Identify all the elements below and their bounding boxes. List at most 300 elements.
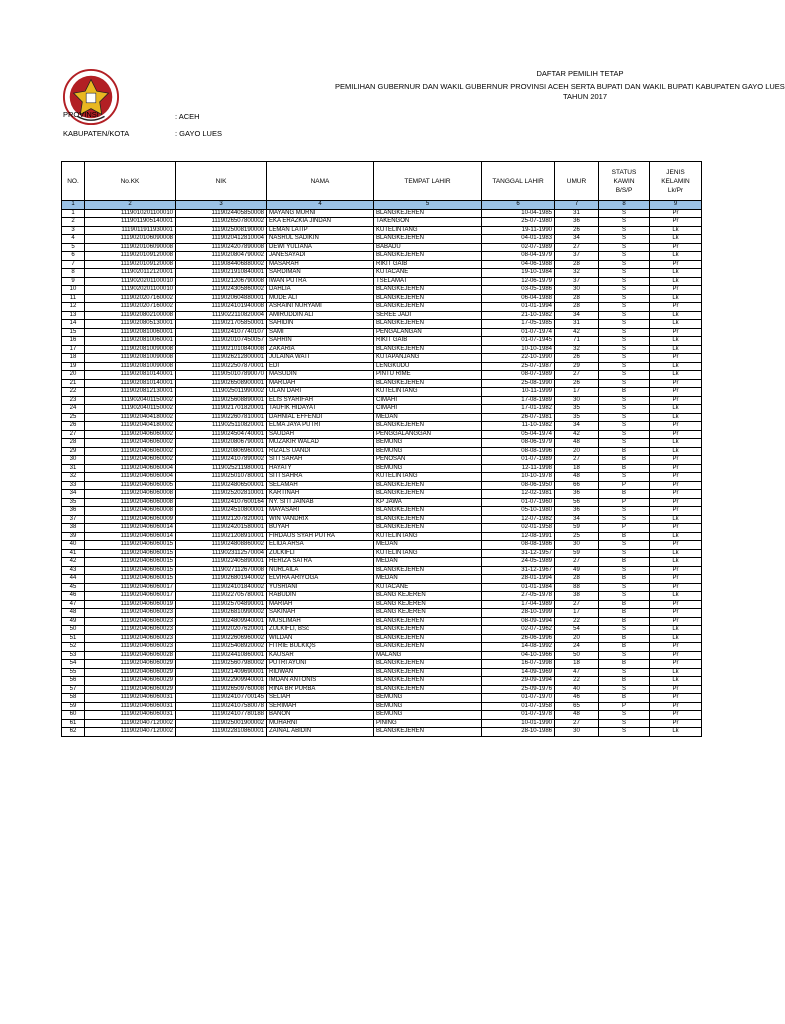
cell-no-kk: 1119020406060015 <box>85 541 176 550</box>
cell-jenis-kelamin: Pr <box>650 396 702 405</box>
cell-no-kk: 1119020106090008 <box>85 235 176 244</box>
cell-no: 50 <box>62 626 85 635</box>
cell-tanggal-lahir: 01-07-1960 <box>482 498 555 507</box>
table-row <box>62 252 702 261</box>
table-row <box>62 243 702 252</box>
cell-tanggal-lahir: 21-10-1982 <box>482 311 555 320</box>
cell-jenis-kelamin: Lk <box>650 549 702 558</box>
cell-no-kk: 1119020406060017 <box>85 592 176 601</box>
cell-tanggal-lahir: 14-09-1969 <box>482 668 555 677</box>
cell-no: 25 <box>62 413 85 422</box>
cell-tanggal-lahir: 01-07-1978 <box>482 711 555 720</box>
cell-tempat-lahir: SEREE JADI <box>374 311 482 320</box>
cell-tanggal-lahir: 25-07-1980 <box>482 218 555 227</box>
cell-nama: EKA ERAZKIA JINDAN <box>267 218 374 227</box>
cell-nik: 1119024504740001 <box>176 430 267 439</box>
cell-umur: 34 <box>555 422 599 431</box>
cell-no: 58 <box>62 694 85 703</box>
cell-tempat-lahir: BLANGKEJEREN <box>374 252 482 261</box>
table-row <box>62 277 702 286</box>
cell-tempat-lahir: MEDAN <box>374 575 482 584</box>
cell-tanggal-lahir: 10-11-1999 <box>482 388 555 397</box>
cell-nama: KAUSAR <box>267 651 374 660</box>
column-number: 2 <box>85 201 176 210</box>
cell-nama: MUDE ALI <box>267 294 374 303</box>
column-number: 7 <box>555 201 599 210</box>
table-row <box>62 328 702 337</box>
cell-tanggal-lahir: 05-10-1980 <box>482 507 555 516</box>
table-row <box>62 600 702 609</box>
cell-no-kk: 1119010201100010 <box>85 209 176 218</box>
cell-no: 31 <box>62 464 85 473</box>
cell-jenis-kelamin: Pr <box>650 260 702 269</box>
cell-no-kk: 1119020404180002 <box>85 422 176 431</box>
cell-tempat-lahir: BLANGKEJEREN <box>374 303 482 312</box>
cell-status-kawin: S <box>599 260 650 269</box>
cell-no-kk: 1119020406060015 <box>85 558 176 567</box>
cell-nik: 1119024806500001 <box>176 481 267 490</box>
cell-tanggal-lahir: 01-07-1958 <box>482 702 555 711</box>
cell-tempat-lahir: BLANGKEJEREN <box>374 481 482 490</box>
cell-tempat-lahir: KUTACANE <box>374 583 482 592</box>
cell-status-kawin: B <box>599 600 650 609</box>
cell-no-kk: 1119020406060029 <box>85 660 176 669</box>
cell-nama: MAYANG MURNI <box>267 209 374 218</box>
column-number: 9 <box>650 201 702 210</box>
col-header-status-kawin <box>599 162 650 201</box>
cell-tanggal-lahir: 06-04-1988 <box>482 294 555 303</box>
column-number: 6 <box>482 201 555 210</box>
cell-jenis-kelamin: Pr <box>650 541 702 550</box>
cell-tempat-lahir: BLANGKEJEREN <box>374 728 482 737</box>
column-number: 5 <box>374 201 482 210</box>
cell-nik: 1119024107890002 <box>176 456 267 465</box>
cell-tempat-lahir: BLANG KEJEREN <box>374 600 482 609</box>
cell-umur: 27 <box>555 371 599 380</box>
cell-nama: DEWI YULIANA <box>267 243 374 252</box>
cell-status-kawin: S <box>599 626 650 635</box>
cell-tempat-lahir: BLANGKEJEREN <box>374 660 482 669</box>
cell-nik: 1119025607980002 <box>176 660 267 669</box>
cell-status-kawin: S <box>599 243 650 252</box>
cell-jenis-kelamin: Pr <box>650 430 702 439</box>
cell-nama: ELMA JAYA PUTRI <box>267 422 374 431</box>
cell-nama: NASRUL SADIKIN <box>267 235 374 244</box>
cell-no-kk: 1119020404180002 <box>85 413 176 422</box>
col-header-tempat-lahir: TEMPAT LAHIR <box>374 162 482 201</box>
cell-nama: MARIAH <box>267 600 374 609</box>
cell-no-kk: 1119020406060004 <box>85 473 176 482</box>
cell-tempat-lahir: PINTU RIME <box>374 371 482 380</box>
cell-status-kawin: S <box>599 651 650 660</box>
cell-tanggal-lahir: 19-10-1984 <box>482 269 555 278</box>
cell-umur: 17 <box>555 609 599 618</box>
cell-status-kawin: P <box>599 498 650 507</box>
cell-umur: 36 <box>555 507 599 516</box>
cell-tempat-lahir: BLANGKEJEREN <box>374 235 482 244</box>
cell-status-kawin: B <box>599 609 650 618</box>
table-row <box>62 354 702 363</box>
cell-no-kk: 1119011905140001 <box>85 218 176 227</box>
cell-no: 33 <box>62 481 85 490</box>
cell-status-kawin: B <box>599 660 650 669</box>
table-row <box>62 668 702 677</box>
table-row <box>62 413 702 422</box>
cell-no: 7 <box>62 260 85 269</box>
cell-status-kawin: S <box>599 668 650 677</box>
table-row <box>62 626 702 635</box>
cell-umur: 26 <box>555 226 599 235</box>
cell-tempat-lahir: KP JAWA <box>374 498 482 507</box>
cell-status-kawin: S <box>599 515 650 524</box>
cell-status-kawin: B <box>599 388 650 397</box>
jenis-kelamin-line3: Lk/Pr <box>667 186 684 194</box>
cell-tempat-lahir: BLANG KEJEREN <box>374 592 482 601</box>
cell-no-kk: 1119020406060004 <box>85 464 176 473</box>
table-row <box>62 320 702 329</box>
cell-status-kawin: S <box>599 337 650 346</box>
cell-umur: 50 <box>555 651 599 660</box>
cell-tanggal-lahir: 10-01-1990 <box>482 719 555 728</box>
table-row <box>62 660 702 669</box>
col-header-tanggal-lahir: TANGGAL LAHIR <box>482 162 555 201</box>
column-number-row <box>62 201 702 210</box>
cell-no: 11 <box>62 294 85 303</box>
document-subtitle: PEMILIHAN GUBERNUR DAN WAKIL GUBERNUR PROVINSI ACEH SERTA BUPATI DAN WAKIL BUPATI KABUPATEN GAYO LUES <box>335 82 785 91</box>
cell-no: 21 <box>62 379 85 388</box>
table-row <box>62 617 702 626</box>
cell-nik: 1119027112670008 <box>176 566 267 575</box>
cell-nama: SITI SARAH <box>267 456 374 465</box>
cell-status-kawin: S <box>599 541 650 550</box>
cell-nama: NY. SITI JAINAB <box>267 498 374 507</box>
cell-nik: 1119024107600164 <box>176 498 267 507</box>
voter-table <box>61 161 702 737</box>
cell-nama: FIRDAUS SYAH PUTRA <box>267 532 374 541</box>
cell-tempat-lahir: BLANG KEJEREN <box>374 609 482 618</box>
cell-umur: 31 <box>555 320 599 329</box>
table-row <box>62 532 702 541</box>
cell-umur: 56 <box>555 498 599 507</box>
cell-umur: 42 <box>555 430 599 439</box>
cell-tempat-lahir: BEMUNG <box>374 439 482 448</box>
cell-jenis-kelamin: Lk <box>650 634 702 643</box>
cell-tanggal-lahir: 08-08-1996 <box>482 447 555 456</box>
cell-umur: 34 <box>555 311 599 320</box>
col-header-umur: UMUR <box>555 162 599 201</box>
cell-nama: HAYATY <box>267 464 374 473</box>
cell-nama: BUYAH <box>267 524 374 533</box>
cell-tempat-lahir: MEDAN <box>374 541 482 550</box>
cell-umur: 26 <box>555 379 599 388</box>
cell-nama: TAUFIK HIDAYAT <box>267 405 374 414</box>
cell-no-kk: 1119020406060031 <box>85 711 176 720</box>
cell-tempat-lahir: BLANGKEJEREN <box>374 345 482 354</box>
cell-status-kawin: B <box>599 617 650 626</box>
cell-status-kawin: P <box>599 481 650 490</box>
table-row <box>62 294 702 303</box>
cell-umur: 30 <box>555 541 599 550</box>
cell-tempat-lahir: BLANGKEJEREN <box>374 507 482 516</box>
cell-status-kawin: S <box>599 728 650 737</box>
cell-umur: 27 <box>555 558 599 567</box>
table-row <box>62 651 702 660</box>
cell-tempat-lahir: RIKIT GAIB <box>374 337 482 346</box>
cell-nama: JULAINA WATI <box>267 354 374 363</box>
cell-nama: SELAMAH <box>267 481 374 490</box>
col-header-no-kk: No.KK <box>85 162 176 201</box>
cell-tanggal-lahir: 28-10-1986 <box>482 728 555 737</box>
cell-umur: 27 <box>555 600 599 609</box>
cell-nik: 1119020207620001 <box>176 626 267 635</box>
cell-jenis-kelamin: Pr <box>650 566 702 575</box>
cell-umur: 49 <box>555 566 599 575</box>
cell-umur: 18 <box>555 464 599 473</box>
cell-tanggal-lahir: 22-10-1990 <box>482 354 555 363</box>
cell-no-kk: 1119020406060014 <box>85 532 176 541</box>
table-row <box>62 507 702 516</box>
cell-tempat-lahir: KUTELINTANG <box>374 473 482 482</box>
table-row <box>62 719 702 728</box>
cell-nik: 1119025408920002 <box>176 643 267 652</box>
cell-tempat-lahir: CIMAHI <box>374 396 482 405</box>
cell-nama: NURLAILA <box>267 566 374 575</box>
cell-nama: ULAN DARI <box>267 388 374 397</box>
cell-no: 15 <box>62 328 85 337</box>
cell-no-kk: 1119020109120008 <box>85 260 176 269</box>
cell-umur: 37 <box>555 277 599 286</box>
cell-tempat-lahir: MEDAN <box>374 413 482 422</box>
cell-status-kawin: S <box>599 328 650 337</box>
cell-no-kk: 1119020406060009 <box>85 515 176 524</box>
cell-no: 17 <box>62 345 85 354</box>
cell-tanggal-lahir: 04-06-1988 <box>482 260 555 269</box>
cell-tanggal-lahir: 05-04-1974 <box>482 430 555 439</box>
cell-no-kk: 1119020406060019 <box>85 600 176 609</box>
cell-nama: SAKINAH <box>267 609 374 618</box>
cell-no-kk: 1119020406060008 <box>85 507 176 516</box>
cell-jenis-kelamin: Pr <box>650 685 702 694</box>
cell-tempat-lahir: MALANG <box>374 651 482 660</box>
table-row <box>62 209 702 218</box>
cell-nik: 1119025608890001 <box>176 396 267 405</box>
cell-tanggal-lahir: 27-05-1978 <box>482 592 555 601</box>
cell-no-kk: 1119020406060023 <box>85 626 176 635</box>
cell-nik: 1119022909940001 <box>176 677 267 686</box>
cell-status-kawin: B <box>599 456 650 465</box>
cell-no: 41 <box>62 549 85 558</box>
cell-no: 38 <box>62 524 85 533</box>
cell-no: 57 <box>62 685 85 694</box>
cell-tanggal-lahir: 02-01-1958 <box>482 524 555 533</box>
cell-tempat-lahir: BLANGKEJEREN <box>374 626 482 635</box>
col-header-jenis-kelamin <box>650 162 702 201</box>
cell-tanggal-lahir: 28-01-1994 <box>482 575 555 584</box>
cell-nik: 1119022110820004 <box>176 311 267 320</box>
cell-jenis-kelamin: Lk <box>650 362 702 371</box>
cell-tanggal-lahir: 04-10-1966 <box>482 651 555 660</box>
cell-tempat-lahir: BLANGKEJEREN <box>374 617 482 626</box>
cell-status-kawin: S <box>599 294 650 303</box>
cell-status-kawin: S <box>599 303 650 312</box>
cell-nik: 1119022810860001 <box>176 728 267 737</box>
cell-jenis-kelamin: Pr <box>650 600 702 609</box>
cell-jenis-kelamin: Lk <box>650 311 702 320</box>
status-kawin-line1: STATUS <box>611 168 637 176</box>
cell-nik: 1119026509760008 <box>176 685 267 694</box>
cell-status-kawin: S <box>599 439 650 448</box>
cell-tanggal-lahir: 26-06-1996 <box>482 634 555 643</box>
cell-nama: MAYASARI <box>267 507 374 516</box>
cell-no-kk: 1119020406060031 <box>85 702 176 711</box>
cell-nama: DAHLIA <box>267 286 374 295</box>
cell-nik: 1119022705780001 <box>176 592 267 601</box>
cell-no: 29 <box>62 447 85 456</box>
col-header-nik: NIK <box>176 162 267 201</box>
cell-jenis-kelamin: Lk <box>650 252 702 261</box>
table-row <box>62 430 702 439</box>
cell-jenis-kelamin: Lk <box>650 677 702 686</box>
cell-status-kawin: B <box>599 447 650 456</box>
cell-jenis-kelamin: Lk <box>650 320 702 329</box>
cell-nik: 1119026801940002 <box>176 575 267 584</box>
cell-jenis-kelamin: Pr <box>650 243 702 252</box>
cell-tanggal-lahir: 02-07-1989 <box>482 243 555 252</box>
cell-status-kawin: B <box>599 532 650 541</box>
cell-nik: 1119025011990002 <box>176 388 267 397</box>
cell-no: 36 <box>62 507 85 516</box>
table-row <box>62 311 702 320</box>
cell-umur: 28 <box>555 260 599 269</box>
cell-umur: 48 <box>555 711 599 720</box>
cell-status-kawin: S <box>599 345 650 354</box>
cell-nik: 1119024510800001 <box>176 507 267 516</box>
cell-nik: 1119026507800002 <box>176 218 267 227</box>
table-row <box>62 541 702 550</box>
cell-umur: 36 <box>555 218 599 227</box>
cell-tempat-lahir: PENGALANGAN <box>374 328 482 337</box>
cell-umur: 26 <box>555 354 599 363</box>
cell-status-kawin: S <box>599 209 650 218</box>
table-row <box>62 303 702 312</box>
cell-jenis-kelamin: Pr <box>650 694 702 703</box>
cell-nama: PUTRI AYUNI <box>267 660 374 669</box>
cell-status-kawin: S <box>599 430 650 439</box>
cell-tempat-lahir: PINING <box>374 719 482 728</box>
cell-jenis-kelamin: Pr <box>650 303 702 312</box>
cell-umur: 31 <box>555 209 599 218</box>
cell-no-kk: 1119020112120001 <box>85 269 176 278</box>
cell-no: 18 <box>62 354 85 363</box>
cell-umur: 27 <box>555 243 599 252</box>
cell-jenis-kelamin: Lk <box>650 592 702 601</box>
cell-umur: 35 <box>555 405 599 414</box>
table-row <box>62 439 702 448</box>
cell-nik: 1119024101940008 <box>176 303 267 312</box>
cell-nama: MASARAH <box>267 260 374 269</box>
cell-umur: 32 <box>555 345 599 354</box>
cell-umur: 36 <box>555 490 599 499</box>
cell-nama: SAMI <box>267 328 374 337</box>
cell-status-kawin: S <box>599 320 650 329</box>
cell-nama: YUSRIANI <box>267 583 374 592</box>
cell-jenis-kelamin: Pr <box>650 711 702 720</box>
cell-no: 42 <box>62 558 85 567</box>
cell-tanggal-lahir: 08-06-1979 <box>482 439 555 448</box>
cell-no: 56 <box>62 677 85 686</box>
cell-no-kk: 1119020406060008 <box>85 490 176 499</box>
cell-status-kawin: B <box>599 694 650 703</box>
cell-umur: 28 <box>555 294 599 303</box>
cell-no-kk: 1119020407120002 <box>85 728 176 737</box>
table-header-row <box>62 162 702 201</box>
cell-tanggal-lahir: 12-02-1981 <box>482 490 555 499</box>
cell-no-kk: 1119020406060015 <box>85 566 176 575</box>
cell-nama: MUSLIMAH <box>267 617 374 626</box>
cell-tanggal-lahir: 10-10-1978 <box>482 473 555 482</box>
cell-nama: EDI <box>267 362 374 371</box>
cell-nik: 1119021207820001 <box>176 515 267 524</box>
cell-tanggal-lahir: 28-10-1999 <box>482 609 555 618</box>
col-header-no: NO. <box>62 162 85 201</box>
jenis-kelamin-line1: JENIS <box>666 168 685 176</box>
cell-tanggal-lahir: 01-01-1984 <box>482 583 555 592</box>
cell-tanggal-lahir: 25-09-1976 <box>482 685 555 694</box>
table-row <box>62 592 702 601</box>
cell-jenis-kelamin: Lk <box>650 405 702 414</box>
cell-nama: MARIJAH <box>267 379 374 388</box>
cell-nik: 1119025211980001 <box>176 464 267 473</box>
cell-nik: 1119024107740107 <box>176 328 267 337</box>
cell-status-kawin: S <box>599 379 650 388</box>
cell-tempat-lahir: BLANGKEJEREN <box>374 422 482 431</box>
table-row <box>62 643 702 652</box>
cell-jenis-kelamin: Pr <box>650 660 702 669</box>
cell-tempat-lahir: BLANGKEJEREN <box>374 566 482 575</box>
cell-nik: 1119025008190000 <box>176 226 267 235</box>
cell-jenis-kelamin: Pr <box>650 422 702 431</box>
cell-nik: 1119021206790008 <box>176 277 267 286</box>
cell-umur: 46 <box>555 694 599 703</box>
table-row <box>62 728 702 737</box>
cell-nama: HERIZA SATRA <box>267 558 374 567</box>
cell-nama: SELIAH <box>267 694 374 703</box>
cell-nik: 1119022405890001 <box>176 558 267 567</box>
cell-no-kk: 1119020201100010 <box>85 286 176 295</box>
cell-tempat-lahir: BLANGKEJEREN <box>374 320 482 329</box>
cell-umur: 48 <box>555 439 599 448</box>
cell-no-kk: 1119020406060002 <box>85 439 176 448</box>
cell-nik: 1119024405850008 <box>176 209 267 218</box>
cell-no-kk: 1119020401150002 <box>85 405 176 414</box>
cell-umur: 59 <box>555 549 599 558</box>
cell-tempat-lahir: KUTELINTANG <box>374 549 482 558</box>
cell-tempat-lahir: RIKIT GAIB <box>374 260 482 269</box>
cell-nik: 1119024808860002 <box>176 541 267 550</box>
cell-umur: 27 <box>555 719 599 728</box>
cell-tanggal-lahir: 17-08-1989 <box>482 396 555 405</box>
cell-umur: 35 <box>555 413 599 422</box>
cell-tempat-lahir: BEMUNG <box>374 694 482 703</box>
cell-tempat-lahir: PENGGALANGGAN <box>374 430 482 439</box>
cell-nama: AMIRUDDIN ALI <box>267 311 374 320</box>
column-number: 3 <box>176 201 267 210</box>
cell-status-kawin: S <box>599 277 650 286</box>
cell-jenis-kelamin: Lk <box>650 532 702 541</box>
cell-no: 3 <box>62 226 85 235</box>
cell-umur: 20 <box>555 447 599 456</box>
cell-nama: ASRAINI NURYAMI <box>267 303 374 312</box>
